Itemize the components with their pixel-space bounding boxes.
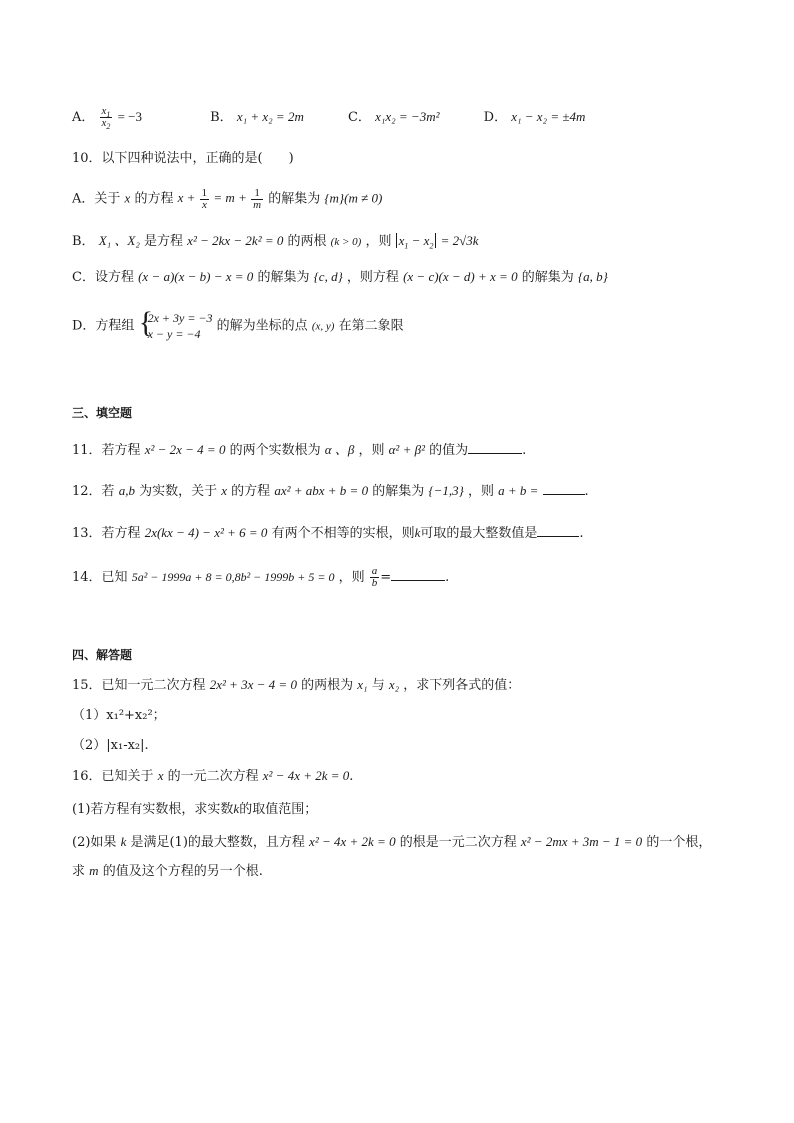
q16-p2-prefix: (2)如果 [72, 835, 117, 850]
q16-p1-k: k [233, 801, 240, 816]
q10-c-set-2: {a, b} [577, 269, 608, 284]
q11-answer-blank[interactable] [468, 441, 522, 454]
q11-expression: α² + β² [388, 442, 425, 457]
q13-prefix: 13．若方程 [72, 526, 141, 541]
q10-a-equation: x + $\frac{1}{x}$ = m + $\frac{1}{m}$ [177, 187, 262, 211]
q10-a-mid: 的方程 [134, 191, 174, 207]
q10-c-equation-1: (x − a)(x − b) − x = 0 [138, 269, 254, 284]
q11-prefix: 11．若方程 [72, 443, 141, 458]
q11-suffix: 的值为 [429, 443, 469, 458]
q10-b-result: = 2√3k [440, 233, 479, 248]
q12-then: ，则 [467, 484, 494, 499]
q16-equation: x² − 4x + 2k = 0 [262, 768, 350, 783]
q14-answer-blank[interactable] [391, 568, 445, 581]
q10-b-vars: X₁ 、X₂ [98, 233, 140, 248]
q10-option-a [72, 188, 382, 211]
q10-b-condition: (k > 0) [330, 236, 362, 248]
q12-set: {−1,3} [428, 483, 464, 498]
q10-c-mid2: ，则方程 [346, 270, 399, 285]
q13-var-k: k [414, 525, 421, 540]
q14-then: ，则 [338, 570, 365, 585]
q12-var-x: x [221, 483, 228, 498]
q12-vars: a,b [118, 483, 135, 498]
q14-fraction-denominator: b [371, 577, 378, 589]
q12-mid2: 的方程 [231, 484, 271, 499]
q16-p1-prefix: (1)若方程有实数根，求实数 [72, 802, 234, 817]
q15-mid: 的两根为 [301, 678, 354, 693]
q15-part-2: （2）|x₁-x₂|. [72, 738, 149, 753]
q9-options-row [72, 105, 586, 132]
q10-stem: 10．以下四种说法中，正确的是( ) [72, 151, 294, 166]
q10-c-equation-2: (x − c)(x − d) + x = 0 [403, 269, 518, 284]
q10-b-abs-expr: $x_1 - x_2$ [396, 233, 437, 248]
q14-prefix: 14．已知 [72, 570, 128, 585]
q12 [72, 482, 589, 501]
q16-p2-mid: 是满足(1)的最大整数，且方程 [130, 835, 305, 850]
q16-p2-line2-m: m [89, 863, 99, 878]
q10-b-mid2: 的两根 [287, 234, 327, 249]
q11-then: ，则 [358, 443, 385, 458]
q13-equation: 2x(kx − 4) − x² + 6 = 0 [144, 525, 268, 540]
q9-option-d [484, 108, 586, 127]
q10-a-set: {m}(m ≠ 0) [324, 190, 383, 206]
q15 [72, 676, 520, 695]
q13-end: . [579, 526, 584, 541]
q10-b-then: ，则 [365, 234, 392, 249]
q10-c-set-1: {c, d} [313, 269, 343, 284]
q9-option-c-expr: x₁x₂ = −3m² [375, 109, 440, 124]
q16-part-1 [72, 800, 317, 819]
q9-option-b [210, 108, 304, 127]
q14-fraction-numerator: a [371, 565, 378, 577]
q15-x2: x₂ [388, 677, 400, 692]
q9-option-b-label: B． [210, 110, 233, 125]
brace-icon: { [138, 306, 153, 339]
q16-p2-equation-1: x² − 4x + 2k = 0 [309, 834, 396, 849]
q9-option-c-label: C． [347, 110, 371, 125]
q16-p2-mid2: 的根是一元二次方程 [399, 835, 517, 850]
q12-answer-blank[interactable] [543, 482, 585, 495]
q16-end: . [349, 769, 354, 784]
q10-option-d [72, 306, 404, 342]
q16-p2-equation-2: x² − 2mx + 3m − 1 = 0 [520, 834, 643, 849]
q16 [72, 767, 353, 786]
q15-equation: 2x² + 3x − 4 = 0 [209, 677, 297, 692]
q10-a-prefix: A．关于 [72, 191, 121, 207]
q16-prefix: 16．已知关于 [72, 769, 154, 784]
q10-d-row-1: 2x + 3y = −3 [147, 311, 213, 325]
q16-mid: 的一元二次方程 [167, 769, 259, 784]
section-4-title: 四、解答题 [72, 648, 133, 662]
q10-a-suffix: 的解集为 [268, 191, 321, 207]
q9-option-a-rhs: = −3 [117, 109, 142, 124]
q16-p2-k: k [120, 834, 127, 849]
q11-roots: α 、β [324, 442, 355, 457]
q16-var-x: x [157, 768, 164, 783]
q14 [72, 566, 449, 589]
q10-b-prefix: B． [72, 234, 95, 249]
q9-option-c [348, 108, 440, 127]
q12-equation: ax² + abx + b = 0 [274, 483, 369, 498]
q12-mid: 为实数，关于 [139, 484, 218, 499]
q9-option-a-fraction: $\frac{x_1}{x_2}$ [101, 105, 111, 132]
q10-b-equation: x² − 2kx − 2k² = 0 [187, 233, 284, 248]
q10-option-c [72, 268, 608, 287]
q16-part-2 [72, 833, 711, 852]
q14-end: . [445, 570, 450, 585]
q15-suffix: ，求下列各式的值： [403, 678, 521, 693]
q10-c-mid3: 的解集为 [521, 270, 574, 285]
q14-equations: 5a² − 1999a + 8 = 0,8b² − 1999b + 5 = 0 [131, 570, 335, 584]
q10-a-var: x [124, 190, 131, 206]
q10-d-row-2: x − y = −4 [147, 327, 201, 341]
q16-part-2-line-2 [72, 862, 263, 881]
q16-p2-line2-prefix: 求 [72, 864, 86, 879]
q12-prefix: 12．若 [72, 484, 115, 499]
q15-part-1: （1）x₁²+x₂²； [72, 708, 166, 723]
q9-option-d-label: D． [483, 110, 508, 125]
q13 [72, 524, 584, 543]
q15-and: 与 [371, 678, 385, 693]
q11-end: . [522, 443, 527, 458]
q10-d-suffix: 在第二象限 [338, 318, 404, 334]
q14-fraction [370, 566, 380, 589]
q11-mid: 的两个实数根为 [229, 443, 321, 458]
q10-d-prefix: D．方程组 [72, 318, 135, 334]
q10-c-mid: 的解集为 [257, 270, 310, 285]
q9-option-a [72, 105, 142, 132]
q16-p2-suffix: 的一个根， [646, 835, 712, 850]
q10-d-mid: 的解为坐标的点 [216, 318, 308, 334]
q12-end: . [584, 484, 589, 499]
q13-suffix: 可取的最大整数值是 [420, 526, 538, 541]
q14-equals: = [380, 570, 392, 585]
q16-p2-line2-suffix: 的值及这个方程的另一个根. [102, 864, 263, 879]
q16-p1-suffix: 的取值范围； [239, 802, 318, 817]
section-3-title: 三、填空题 [72, 406, 133, 420]
q10-b-mid: 是方程 [144, 234, 184, 249]
q10-option-b [72, 232, 479, 251]
q9-option-a-label: A． [72, 110, 95, 125]
q12-expression: a + b = [498, 483, 539, 498]
q13-answer-blank[interactable] [537, 524, 579, 537]
q10-d-equation-system [138, 306, 213, 342]
q11-equation: x² − 2x − 4 = 0 [144, 442, 226, 457]
q15-prefix: 15．已知一元二次方程 [72, 678, 206, 693]
q9-option-b-expr: x₁ + x₂ = 2m [236, 109, 304, 124]
q10-d-point: (x, y) [311, 320, 335, 333]
q11 [72, 441, 526, 460]
q10-c-prefix: C．设方程 [72, 270, 134, 285]
q15-x1: x₁ [357, 677, 368, 692]
q13-mid: 有两个不相等的实根，则 [271, 526, 415, 541]
q9-option-d-expr: x₁ − x₂ = ±4m [511, 109, 586, 124]
q12-mid3: 的解集为 [372, 484, 425, 499]
